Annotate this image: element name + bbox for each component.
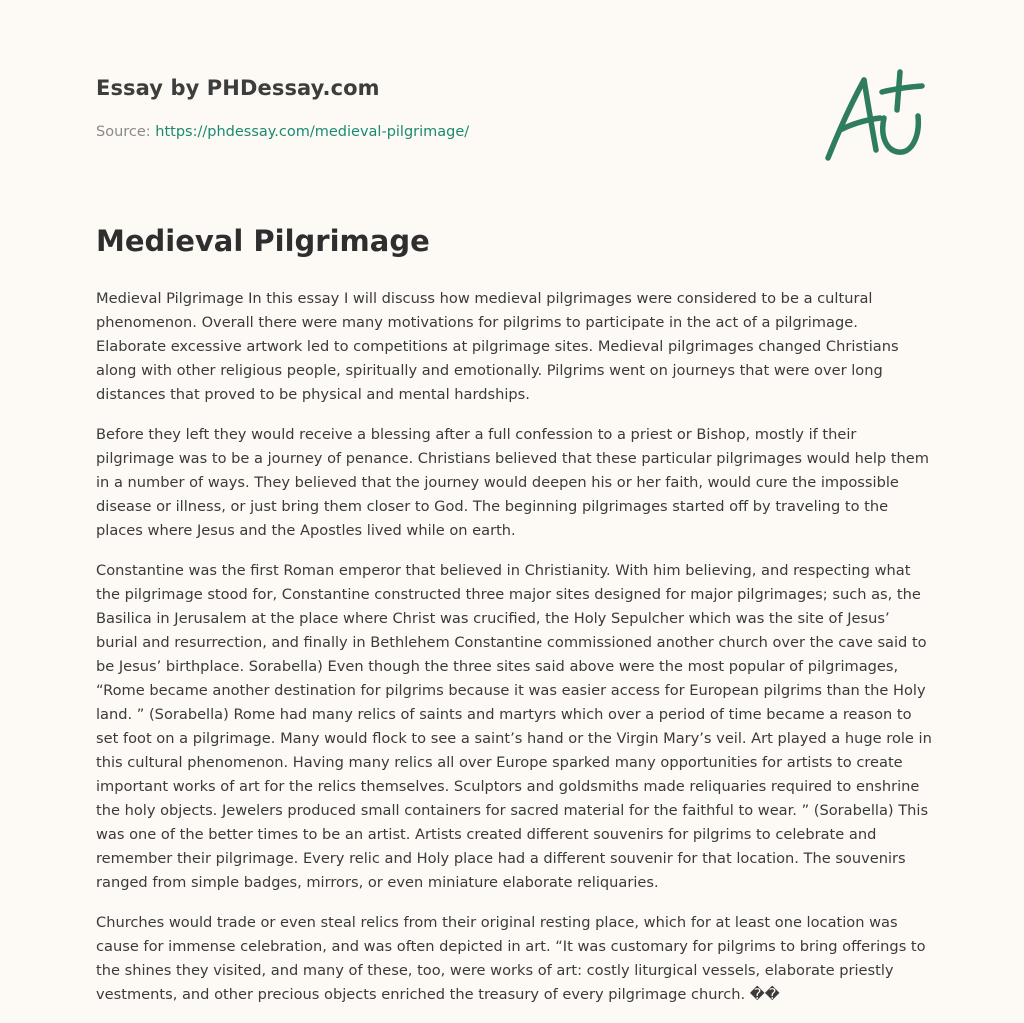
essay-paragraph: Constantine was the first Roman emperor that believed in Christianity. With him believing, and respecting what the pilgrimage stood for, Constantine constructed three major sites designed for major pilgrimages; such as, the Basilica in Jerusalem at the place where Christ was crucified, the Holy Sepulcher which was the site of Jesus’ burial and resurrection, and finally in Bethlehem Constantine commissioned another church over the cave said to be Jesus’ birthplace. Sorabella) Even though the three sites said above were the most popular of pilgrimages, “Rome became another destination for pilgrims because it was easier access for European pilgrims than the Holy land. ” (Sorabella) Rome had many relics of saints and martyrs which over a period of time became a reason to set foot on a pilgrimage. Many would flock to see a saint’s hand or the Virgin Mary’s veil. Art played a huge role in this cultural phenomenon. Having many relics all over Europe sparked many opportunities for artists to create important works of art for the relics themselves. Sculptors and goldsmiths made reliquaries required to enshrine the holy objects. Jewelers produced small containers for sacred material for the faithful to wear. ” (Sorabella) This was one of the better times to be an artist. Artists created different souvenirs for pilgrims to celebrate and remember their pilgrimage. Every relic and Holy place had a different souvenir for that location. The souvenirs ranged from simple badges, mirrors, or even miniature elaborate reliquaries.: [96, 562, 932, 891]
essay-title: Medieval Pilgrimage: [96, 224, 430, 258]
source-link[interactable]: https://phdessay.com/medieval-pilgrimage/: [155, 124, 470, 140]
essay-body: [96, 287, 932, 1023]
essay-paragraph: Churches would trade or even steal relics from their original resting place, which for at least one location was cause for immense celebration, and was often depicted in art. “It was customary for pilgrims to bring offerings to the shines they visited, and many of these, too, were works of art: costly liturgical vessels, elaborate priestly vestments, and other precious objects enriched the treasury of every pilgrimage church. ��: [96, 914, 926, 1003]
essay-paragraph: Before they left they would receive a blessing after a full confession to a priest or Bishop, mostly if their pilgrimage was to be a journey of penance. Christians believed that these particular pilgrimages would help them in a number of ways. They believed that the journey would deepen his or her faith, would cure the impossible disease or illness, or just bring them closer to God. The beginning pilgrimages started off by traveling to the places where Jesus and the Apostles lived while on earth.: [96, 426, 930, 539]
a-plus-logo-icon: [818, 66, 928, 166]
source-label: Source:: [96, 124, 156, 140]
source-line: [96, 124, 469, 140]
site-brand: Essay by PHDessay.com: [96, 76, 380, 100]
essay-paragraph: Medieval Pilgrimage In this essay I will discuss how medieval pilgrimages were considered to be a cultural phenomenon. Overall there were many motivations for pilgrims to participate in the act of a pilgrimage. Elaborate excessive artwork led to competitions at pilgrimage sites. Medieval pilgrimages changed Christians along with other religious people, spiritually and emotionally. Pilgrims went on journeys that were over long distances that proved to be physical and mental hardships.: [96, 290, 899, 403]
